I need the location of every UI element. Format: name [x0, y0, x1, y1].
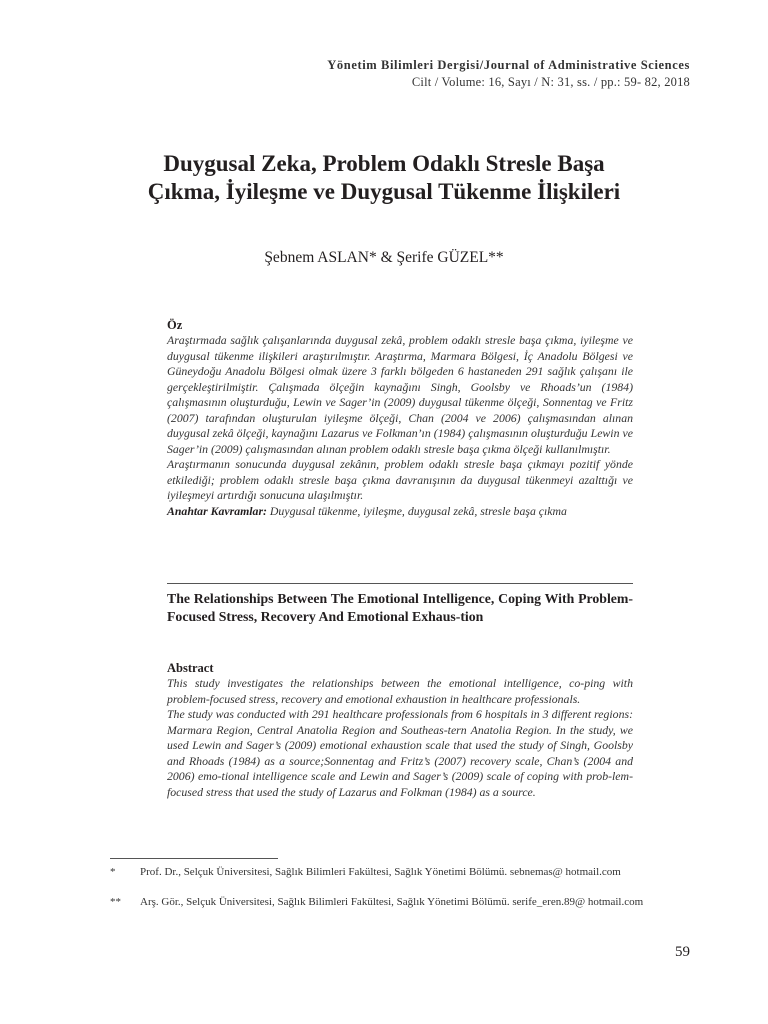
footnote	[110, 865, 690, 880]
page-number: 59	[675, 944, 690, 960]
paper-title-line-1: Duygusal Zeka, Problem Odaklı Stresle Başa	[163, 151, 605, 176]
abstract-paragraph: The study was conducted with 291 healthcare professionals from 6 hospitals in 3 different regions: Marmara Region, Central Anatolia Region and Southeas-tern Anatolia Region. In the study, we used Lewin and Sager’s (2009) emotional exhaustion scale that used the study of Singh, Goolsby and Rhoads (1984) as a source;Sonnentag and Fritz’s (2007) recovery scale, Chan’s (2004 and 2006) emo-tional intelligence scale and Lewin and Sager’s (2009) scale of coping with prob-lem-focused stress that used the study of Lazarus and Folkman (1984) as a source.	[167, 707, 633, 799]
journal-volume-info: Cilt / Volume: 16, Sayı / N: 31, ss. / pp.: 59- 82, 2018	[411, 75, 690, 89]
footnote-divider	[110, 858, 278, 859]
oz-paragraph: Araştırmada sağlık çalışanlarında duygusal zekâ, problem odaklı stresle başa çıkma, iyileşme ve duygusal tükenme ilişkileri araştırılmıştır. Araştırma, Marmara Bölgesi, İç Anadolu Bölgesi ve Güneydoğu Anadolu Bölgesi olmak üzere 3 farklı bölgeden 6 hastaneden 291 sağlık çalışanı ile gerçekleştirilmiştir. Çalışmada ölçeğin kaynağını Singh, Goolsby ve Rhoads’un (1984) çalışmasının oluşturduğu, Lewin ve Sager’in (2009) duygusal tükenme ölçeği, Sonnentag ve Fritz (2007) tarafından oluşturulan iyileşme ölçeği, Chan (2004 ve 2006) çalışmasından alınan duygusal zekâ ölçeği, kaynağını Lazarus ve Folkman’ın (1984) çalışmasının oluşturduğu Lewin ve Sager’in (2009) çalışmasından alınan problem odaklı stresle başa çıkma ölçeği kullanılmıştır.	[167, 333, 633, 456]
section-divider	[167, 583, 633, 584]
paper-title-line-2: Çıkma, İyileşme ve Duygusal Tükenme İlişkileri	[147, 179, 621, 204]
footnote	[110, 895, 690, 910]
oz-heading: Öz	[167, 318, 183, 332]
abstract-body	[167, 676, 633, 800]
oz-body	[167, 333, 633, 519]
abstract-heading: Abstract	[167, 661, 214, 675]
paper-title	[80, 150, 688, 206]
english-title: The Relationships Between The Emotional Intelligence, Coping With Problem-Focused Stress, Recovery And Emotional Exhaus-tion	[167, 591, 633, 624]
journal-title: Yönetim Bilimleri Dergisi/Journal of Administrative Sciences	[327, 58, 690, 72]
abstract-paragraph: This study investigates the relationships between the emotional intelligence, co-ping with problem-focused stress, recovery and emotional exhaustion in healthcare professionals.	[167, 676, 633, 706]
oz-paragraph: Araştırmanın sonucunda duygusal zekânın, problem odaklı stresle başa çıkmayı pozitif yönde etkilediği; problem odaklı stresle başa çıkma davranışının da duygusal tükenmeyi azalttığı ve iyileşmeyi artırdığı sonucuna ulaşılmıştır.	[167, 457, 633, 502]
footnote-mark: *	[110, 866, 116, 878]
keywords	[167, 504, 633, 520]
keywords-label: Anahtar Kavramlar:	[167, 503, 267, 518]
footnote-text: Prof. Dr., Selçuk Üniversitesi, Sağlık Bilimleri Fakültesi, Sağlık Yönetimi Bölümü. sebnemas@ hotmail.com	[140, 866, 621, 878]
footnote-mark: **	[110, 896, 121, 908]
keywords-text: Duygusal tükenme, iyileşme, duygusal zekâ, stresle başa çıkma	[266, 503, 567, 518]
footnote-text: Arş. Gör., Selçuk Üniversitesi, Sağlık Bilimleri Fakültesi, Sağlık Yönetimi Bölümü. serife_eren.89@ hotmail.com	[140, 896, 644, 908]
authors: Şebnem ASLAN* & Şerife GÜZEL**	[264, 249, 504, 266]
